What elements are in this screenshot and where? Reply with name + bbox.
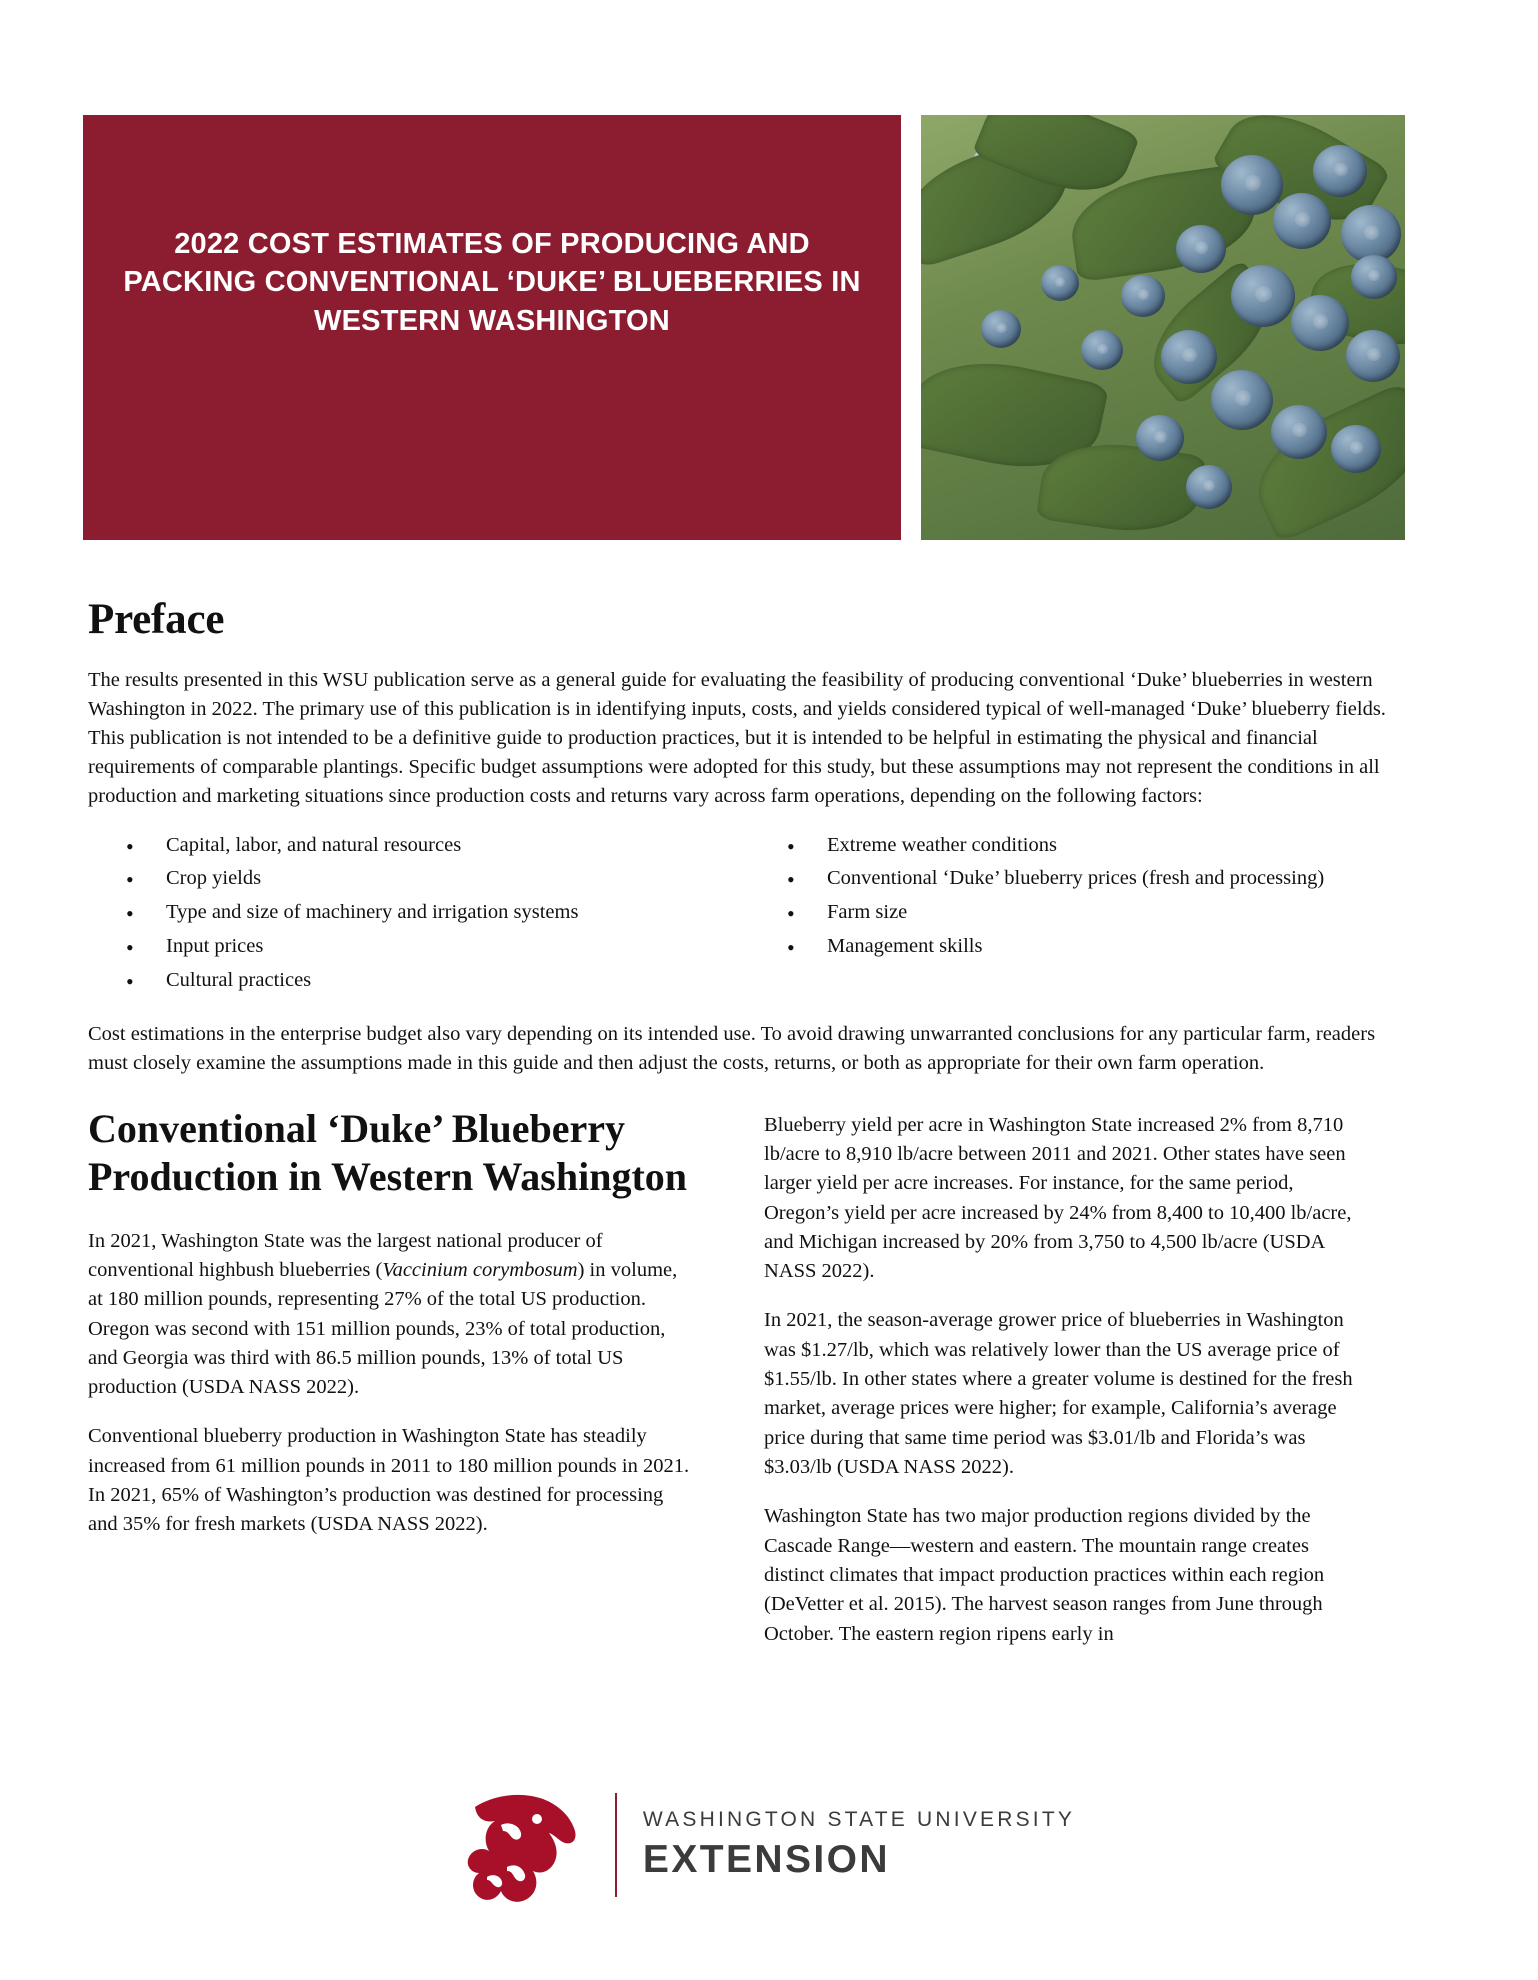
production-right-paragraph-1: Blueberry yield per acre in Washington State increased 2% from 8,710 lb/acre to 8,910 lb/acre between 2011 and 2021. Other states have seen larger yield per acre increases. For instance, for the same period, Oregon’s yield per acre increased by 24% from 8,400 to 10,400 lb/acre, and Michigan increased by 20% from 3,750 to 4,500 lb/acre (USDA NASS 2022).	[764, 1113, 1352, 1283]
header-banner	[83, 115, 1405, 540]
production-right-paragraph-2: In 2021, the season-average grower price of blueberries in Washington was $1.27/lb, which was relatively lower than the US average price of $1.55/lb. In other states where a greater volume is destined for the fresh market, average prices were higher; for example, California’s average price during that same time period was $3.01/lb and Florida’s was $3.03/lb (USDA NASS 2022).	[764, 1309, 1353, 1479]
list-item: • Farm size	[809, 897, 1410, 929]
production-left-paragraph-1	[88, 1227, 696, 1403]
preface-paragraph-2: Cost estimations in the enterprise budget also vary depending on its intended use. To avoid drawing unwarranted conclusions for any particular farm, readers must closely examine the assumptions made in this guide and then adjust the costs, returns, or both as appropriate for their own farm operation.	[88, 1023, 1376, 1075]
title-block	[83, 115, 901, 540]
blueberry-bush-photo	[921, 115, 1405, 540]
list-item: • Conventional ‘Duke’ blueberry prices (fresh and processing)	[809, 863, 1410, 895]
list-item: • Input prices	[148, 931, 749, 963]
list-item: • Management skills	[809, 931, 1410, 963]
species-name: Vaccinium corymbosum	[382, 1258, 578, 1281]
production-left-paragraph-2: Conventional blueberry production in Washington State has steadily increased from 61 million pounds in 2011 to 180 million pounds in 2021. In 2021, 65% of Washington’s production was destined for processing and 35% for fresh markets (USDA NASS 2022).	[88, 1425, 690, 1536]
list-item: • Crop yields	[148, 863, 749, 895]
list-item: • Cultural practices	[148, 965, 749, 997]
factors-list	[88, 830, 1410, 999]
footer	[0, 1760, 1538, 1930]
unit-name: EXTENSION	[642, 1838, 890, 1881]
university-name: WASHINGTON STATE UNIVERSITY	[642, 1808, 1076, 1831]
document-body	[88, 595, 1410, 1669]
production-column-left	[88, 1105, 696, 1669]
logo-divider	[615, 1793, 617, 1897]
preface-paragraph-1: The results presented in this WSU publication serve as a general guide for evaluating the feasibility of producing conventional ‘Duke’ blueberries in western Washington in 2022. The primary use of this publication is in identifying inputs, costs, and yields considered typical of well-managed ‘Duke’ blueberry fields. This publication is not intended to be a definitive guide to production practices, but it is intended to be helpful in estimating the physical and financial requirements of comparable plantings. Specific budget assumptions were adopted for this study, but these assumptions may not represent the conditions in all production and marketing situations since production costs and returns vary across farm operations, depending on the following factors:	[88, 669, 1386, 808]
list-item: • Capital, labor, and natural resources	[148, 830, 749, 862]
production-column-right	[764, 1105, 1372, 1669]
production-left-p1-a: In 2021, Washington State was the largest national producer of conventional highbush blueberries (	[88, 1229, 603, 1281]
preface-heading: Preface	[88, 596, 225, 643]
production-heading: Conventional ‘Duke’ Blueberry Production in Western Washington	[88, 1105, 688, 1199]
wsu-wordmark	[643, 1808, 1075, 1882]
production-left-p1-b: ) in volume, at 180 million pounds, representing 27% of the total US production. Oregon was second with 151 million pounds, 23% of total production, and Georgia was third with 86.5 million pounds, 13% of total US production (USDA NASS 2022).	[88, 1258, 678, 1399]
list-item: • Type and size of machinery and irrigation systems	[148, 897, 749, 929]
page-title: 2022 COST ESTIMATES OF PRODUCING AND PACKING CONVENTIONAL ‘DUKE’ BLUEBERRIES IN WESTERN WASHINGTON	[123, 228, 861, 337]
list-item: • Extreme weather conditions	[809, 830, 1410, 862]
production-section	[88, 1105, 1410, 1669]
factors-list-left	[88, 830, 749, 999]
production-right-paragraph-3: Washington State has two major production regions divided by the Cascade Range—western and eastern. The mountain range creates distinct climates that impact production practices within each region (DeVetter et al. 2015). The harvest season ranges from June through October. The eastern region ripens early in	[764, 1505, 1325, 1645]
factors-list-right	[749, 830, 1410, 999]
wsu-cougar-logo-icon	[463, 1781, 589, 1909]
